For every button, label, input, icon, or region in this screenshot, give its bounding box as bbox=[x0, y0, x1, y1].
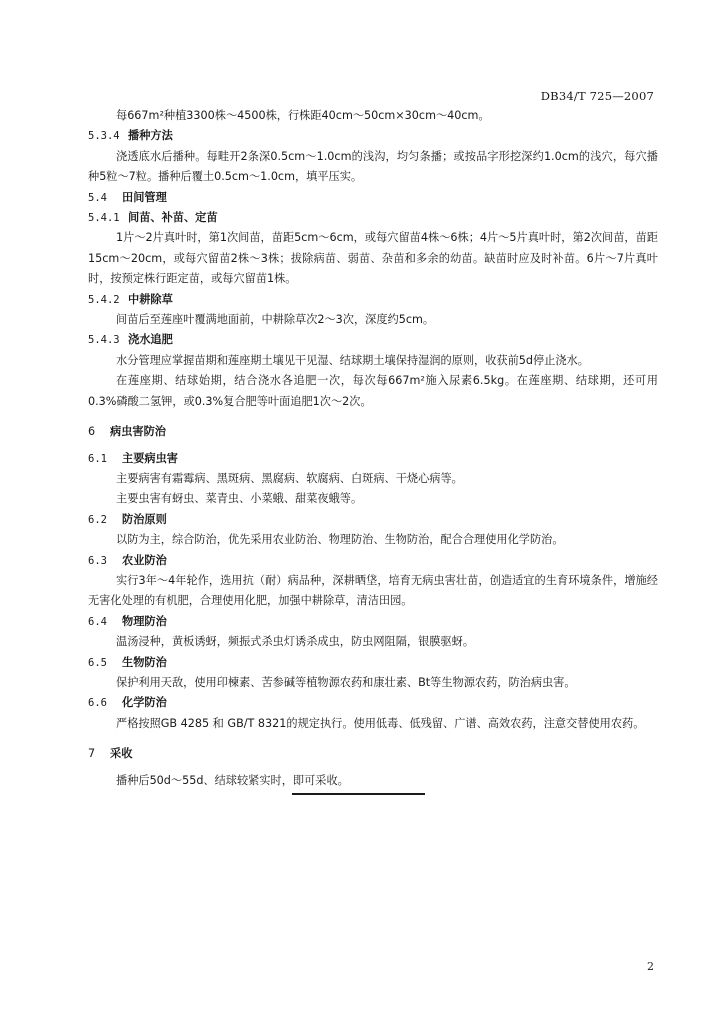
document-body bbox=[88, 106, 658, 791]
section-title: 防治原则 bbox=[122, 512, 167, 526]
paragraph-thinning: 1片～2片真叶时，第1次间苗，苗距5cm～6cm，或每穴留苗4株～6株；4片～5片真叶时，第2次间苗，苗距15cm～20cm，或每穴留苗2株～3株；拔除病苗、弱苗、杂苗和多余的幼苗。缺苗时应及时补苗。6片～7片真叶时，按预定株行距定苗，或每穴留苗1株。 bbox=[88, 231, 658, 286]
paragraph-chemical-control: 严格按照GB 4285 和 GB/T 8321的规定执行。使用低毒、低残留、广谱、高效农药，注意交替使用农药。 bbox=[116, 716, 645, 730]
section-number: 6.5 bbox=[88, 656, 107, 669]
heading-5-3-4 bbox=[88, 126, 658, 146]
heading-6-2 bbox=[88, 510, 658, 530]
heading-7 bbox=[88, 744, 658, 764]
heading-5-4-2 bbox=[88, 290, 658, 310]
section-number: 6.3 bbox=[88, 554, 107, 567]
section-number: 6.6 bbox=[88, 697, 107, 710]
heading-6-5 bbox=[88, 653, 658, 673]
section-title: 化学防治 bbox=[122, 696, 167, 710]
section-number: 7 bbox=[88, 747, 96, 761]
heading-5-4-3 bbox=[88, 330, 658, 350]
section-title: 农业防治 bbox=[122, 553, 167, 567]
section-number: 5.4.1 bbox=[88, 212, 120, 225]
section-number: 6.1 bbox=[88, 452, 107, 465]
paragraph-harvest: 播种后50d～55d、结球较紧实时，即可采收。 bbox=[116, 773, 349, 787]
section-title: 浇水追肥 bbox=[128, 333, 173, 347]
section-number: 6.2 bbox=[88, 513, 107, 526]
section-title: 病虫害防治 bbox=[110, 425, 166, 439]
section-title: 间苗、补苗、定苗 bbox=[128, 211, 218, 225]
heading-5-4-1 bbox=[88, 208, 658, 228]
paragraph-sowing-method: 浇透底水后播种。每畦开2条深0.5cm～1.0cm的浅沟，均匀条播；或按品字形挖深约1.0cm的浅穴，每穴播种5粒～7粒。播种后覆土0.5cm～1.0cm，填平压实。 bbox=[88, 149, 658, 184]
heading-6 bbox=[88, 422, 658, 442]
heading-6-3 bbox=[88, 551, 658, 571]
section-title: 物理防治 bbox=[122, 614, 167, 628]
paragraph-weeding: 间苗后至莲座叶覆满地面前，中耕除草次2～3次，深度约5cm。 bbox=[116, 313, 435, 327]
section-number: 6 bbox=[88, 425, 96, 439]
paragraph-physical-control: 温汤浸种，黄板诱蚜，频振式杀虫灯诱杀成虫，防虫网阻隔，银膜驱蚜。 bbox=[116, 635, 475, 649]
section-title: 生物防治 bbox=[122, 655, 167, 669]
section-title: 播种方法 bbox=[128, 129, 173, 143]
paragraph-main-pests: 主要虫害有蚜虫、菜青虫、小菜蛾、甜菜夜蛾等。 bbox=[116, 492, 363, 506]
end-of-document-rule bbox=[292, 793, 425, 795]
section-title: 中耕除草 bbox=[128, 292, 173, 306]
section-number: 6.4 bbox=[88, 615, 107, 628]
paragraph-water-management: 水分管理应掌握苗期和莲座期土壤见干见湿、结球期土壤保持湿润的原则，收获前5d停止浇水。 bbox=[116, 353, 589, 367]
section-title: 主要病虫害 bbox=[122, 451, 178, 465]
section-number: 5.4 bbox=[88, 191, 107, 204]
paragraph-fertilizer: 在莲座期、结球始期，结合浇水各追肥一次，每次每667m²施入尿素6.5kg。在莲座期、结球期，还可用0.3%磷酸二氢钾，或0.3%复合肥等叶面追肥1次～2次。 bbox=[88, 374, 658, 408]
heading-6-4 bbox=[88, 612, 658, 632]
paragraph-planting-density: 每667m²种植3300株～4500株，行株距40cm～50cm×30cm～40cm。 bbox=[116, 109, 490, 122]
section-number: 5.4.3 bbox=[88, 334, 120, 347]
paragraph-biological-control: 保护利用天敌，使用印楝素、苦参碱等植物源农药和康壮素、Bt等生物源农药，防治病虫害。 bbox=[116, 675, 576, 689]
paragraph-control-principle: 以防为主，综合防治，优先采用农业防治、物理防治、生物防治，配合合理使用化学防治。 bbox=[116, 533, 564, 547]
heading-5-4 bbox=[88, 188, 658, 208]
paragraph-main-diseases: 主要病害有霜霉病、黑斑病、黑腐病、软腐病、白斑病、干烧心病等。 bbox=[116, 471, 463, 485]
section-title: 采收 bbox=[110, 747, 133, 761]
section-number: 5.3.4 bbox=[88, 130, 120, 143]
section-number: 5.4.2 bbox=[88, 293, 120, 306]
section-title: 田间管理 bbox=[122, 190, 167, 204]
page-number: 2 bbox=[647, 960, 654, 973]
paragraph-agricultural-control: 实行3年～4年轮作，选用抗（耐）病品种，深耕晒垡，培育无病虫害壮苗，创造适宜的生育环境条件，增施经无害化处理的有机肥，合理使用化肥，加强中耕除草，清洁田园。 bbox=[88, 573, 658, 608]
heading-6-6 bbox=[88, 693, 658, 713]
document-code: DB34/T 725—2007 bbox=[540, 89, 654, 103]
heading-6-1 bbox=[88, 449, 658, 469]
